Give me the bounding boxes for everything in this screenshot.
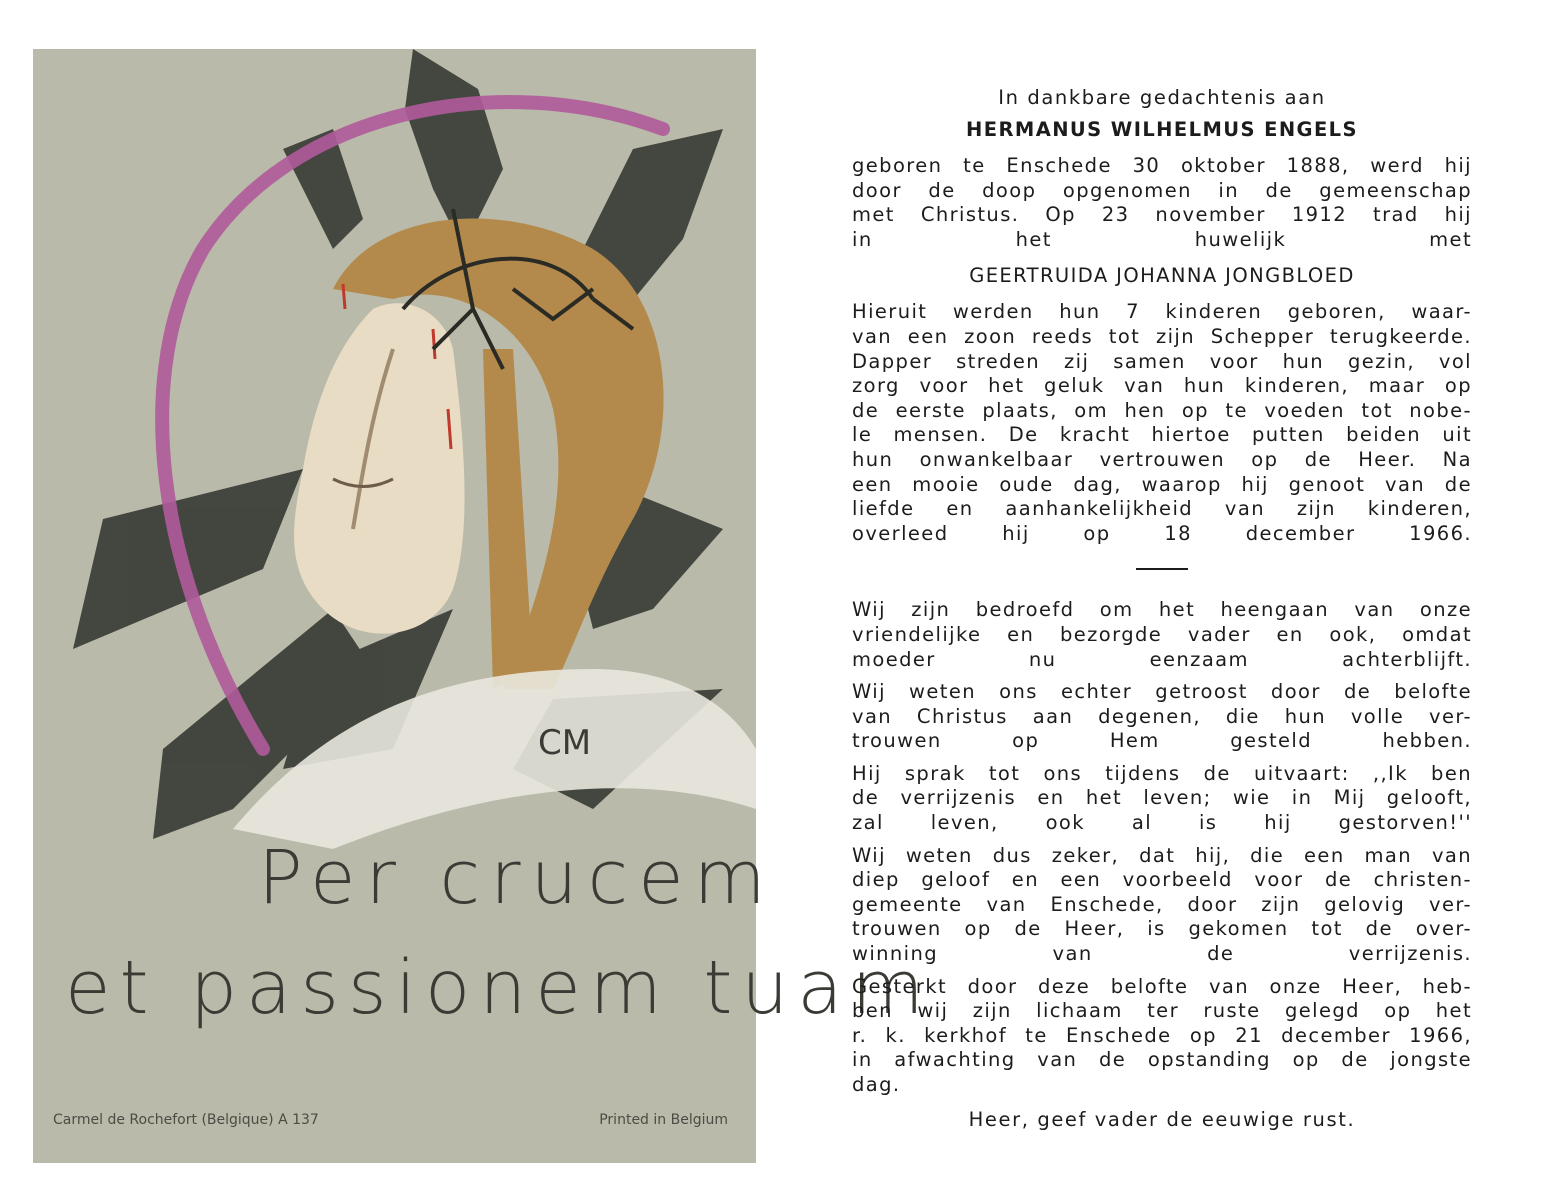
card-back xyxy=(852,86,1472,1156)
text-line: in afwachting van de opstanding op de jongste xyxy=(852,1048,1472,1072)
text-line: van Christus aan degenen, die hun volle ver- xyxy=(852,704,1472,728)
text-line: een mooie oude dag, waarop hij genoot van de xyxy=(852,472,1472,496)
birth-paragraph xyxy=(852,154,1472,252)
text-line: zal leven, ook al is hij gestorven!'' xyxy=(852,811,1472,835)
text-line: gemeente van Enschede, door zijn gelovig ver- xyxy=(852,892,1472,916)
intro-line: In dankbare gedachtenis aan xyxy=(998,86,1326,109)
text-line: van een zoon reeds tot zijn Schepper terugkeerde. xyxy=(852,324,1472,348)
text-line: trouwen op Hem gesteld hebben. xyxy=(852,729,1472,753)
text-line: Wij zijn bedroefd om het heengaan van onze xyxy=(852,598,1472,622)
paragraph-burial xyxy=(852,975,1472,1098)
spouse-name: GEERTRUIDA JOHANNA JONGBLOED xyxy=(969,264,1355,288)
face xyxy=(294,303,464,633)
separator-rule xyxy=(1136,568,1188,570)
publisher-credit: Carmel de Rochefort (Belgique) A 137 xyxy=(53,1112,319,1128)
text-line: met Christus. Op 23 november 1912 trad hij xyxy=(852,203,1472,227)
text-line: Hieruit werden hun 7 kinderen geboren, waar- xyxy=(852,300,1472,324)
text-line: in het huwelijk met xyxy=(852,227,1472,251)
text-line: door de doop opgenomen in de gemeenschap xyxy=(852,178,1472,202)
printed-in-credit: Printed in Belgium xyxy=(599,1112,728,1128)
text-line: le mensen. De kracht hiertoe putten beiden uit xyxy=(852,423,1472,447)
closing-prayer: Heer, geef vader de eeuwige rust. xyxy=(968,1107,1356,1131)
life-paragraph xyxy=(852,300,1472,546)
text-line: overleed hij op 18 december 1966. xyxy=(852,521,1472,545)
text-line: liefde en aanhankelijkheid van zijn kinderen, xyxy=(852,497,1472,521)
text-line: trouwen op de Heer, is gekomen tot de over- xyxy=(852,917,1472,941)
paragraph-quote xyxy=(852,762,1472,836)
text-line: r. k. kerkhof te Enschede op 21 december 1966, xyxy=(852,1023,1472,1047)
text-line: hun onwankelbaar vertrouwen op de Heer. Na xyxy=(852,447,1472,471)
paragraph-comfort xyxy=(852,680,1472,754)
text-line: Wij weten ons echter getroost door de belofte xyxy=(852,680,1472,704)
text-line: zorg voor het geluk van hun kinderen, maar op xyxy=(852,374,1472,398)
text-line: moeder nu eenzaam achterblijft. xyxy=(852,647,1472,671)
text-line: geboren te Enschede 30 oktober 1888, werd hij xyxy=(852,154,1472,177)
deceased-name: HERMANUS WILHELMUS ENGELS xyxy=(966,118,1358,141)
text-line: de eerste plaats, om hen op te voeden tot nobe- xyxy=(852,398,1472,422)
text-line: dag. xyxy=(852,1073,901,1096)
text-line: winning van de verrijzenis. xyxy=(852,942,1472,966)
text-line: ben wij zijn lichaam ter ruste gelegd op het xyxy=(852,999,1472,1023)
text-line: Dapper streden zij samen voor hun gezin, vol xyxy=(852,349,1472,373)
text-line: Gesterkt door deze belofte van onze Heer, heb- xyxy=(852,974,1472,998)
paragraph-faith xyxy=(852,844,1472,967)
motto-line-1: Per crucem xyxy=(258,835,776,921)
text-line: vriendelijke en bezorgde vader en ook, omdat xyxy=(852,622,1472,646)
text-line: Wij weten dus zeker, dat hij, die een man van xyxy=(852,843,1472,867)
paragraph-grief xyxy=(852,598,1472,672)
text-line: Hij sprak tot ons tijdens de uitvaart: ,,Ik ben xyxy=(852,761,1472,785)
text-line: de verrijzenis en het leven; wie in Mij gelooft, xyxy=(852,786,1472,810)
artist-monogram: CM xyxy=(538,723,592,763)
text-line: diep geloof en een voorbeeld voor de christen- xyxy=(852,868,1472,892)
motto-line-2: et passionem tuam xyxy=(65,945,933,1031)
